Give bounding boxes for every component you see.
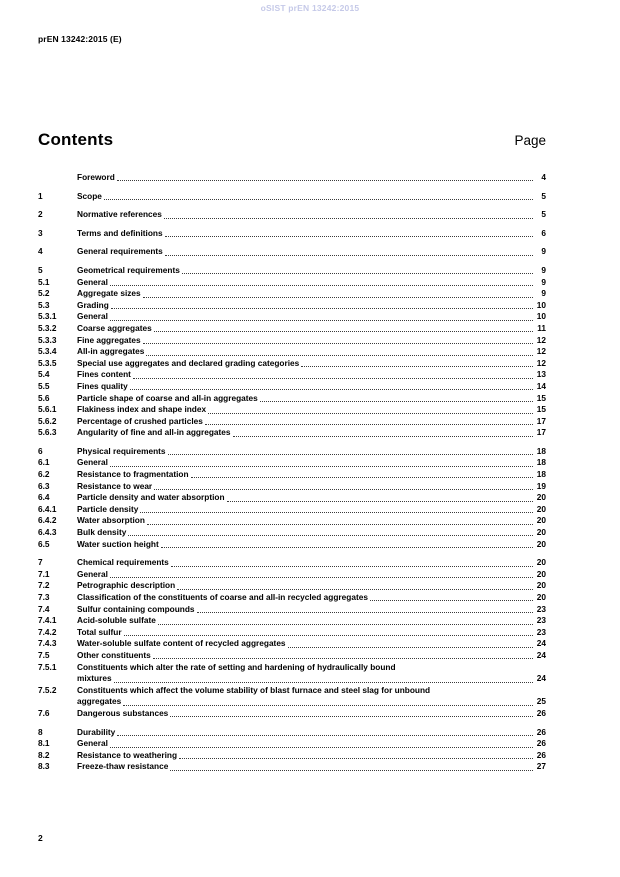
toc-entry-title: Fine aggregates	[77, 334, 141, 345]
toc-dot-leader	[110, 285, 533, 286]
toc-entry-title: Scope	[77, 190, 102, 201]
toc-entry-body	[77, 335, 546, 347]
toc-dot-leader	[301, 366, 533, 367]
toc-entry-body	[77, 627, 546, 639]
toc-entry-title: General	[77, 276, 108, 287]
toc-entry-body	[77, 761, 546, 773]
toc-dot-leader	[143, 343, 533, 344]
toc-entry-body	[77, 358, 546, 370]
toc-entry-page-number: 9	[541, 264, 546, 275]
toc-entry-body	[77, 750, 546, 762]
toc-dot-leader	[140, 512, 533, 513]
toc-entry-page-number: 14	[536, 380, 546, 391]
toc-entry-number: 1	[38, 190, 43, 201]
toc-dot-leader	[370, 600, 533, 601]
toc-entry-title: Sulfur containing compounds	[77, 603, 195, 614]
toc-entry-body	[77, 288, 546, 300]
toc-entry-body	[77, 557, 546, 569]
toc-entry[interactable]	[38, 404, 546, 416]
toc-dot-leader	[158, 624, 533, 625]
toc-entry-page-number: 20	[536, 538, 546, 549]
toc-entry[interactable]	[38, 416, 546, 428]
toc-dot-leader	[170, 716, 533, 717]
toc-entry-title: Other constituents	[77, 649, 151, 660]
toc-entry-number: 7.4.1	[38, 615, 57, 626]
toc-dot-leader	[164, 218, 533, 219]
toc-entry[interactable]	[38, 727, 546, 739]
toc-dot-leader	[146, 355, 533, 356]
toc-entry-page-number: 23	[536, 603, 546, 614]
toc-entry[interactable]	[38, 504, 546, 516]
toc-entry-body	[77, 615, 546, 627]
toc-entry-title: Resistance to wear	[77, 480, 153, 491]
toc-entry-page-number: 18	[536, 445, 546, 456]
toc-dot-leader	[104, 199, 533, 200]
toc-entry-number: 7.5	[38, 649, 50, 660]
toc-dot-leader	[165, 255, 533, 256]
toc-entry[interactable]	[38, 446, 546, 458]
toc-entry-title: Terms and definitions	[77, 227, 163, 238]
toc-entry-title: Foreword	[77, 172, 115, 182]
toc-entry-body	[77, 404, 546, 416]
toc-dot-leader	[111, 308, 533, 309]
toc-entry-number: 3	[38, 227, 43, 238]
toc-entry[interactable]	[38, 738, 546, 750]
toc-entry[interactable]	[38, 527, 546, 539]
toc-entry-page-number: 20	[536, 503, 546, 514]
toc-entry-title: Water absorption	[77, 515, 145, 526]
toc-entry-page-number: 24	[536, 673, 546, 684]
toc-entry-body	[77, 457, 546, 469]
toc-entry-body	[77, 515, 546, 527]
toc-entry-page-number: 20	[536, 592, 546, 602]
toc-entry-page-number: 26	[536, 738, 546, 749]
toc-entry-title: Freeze-thaw resistance	[77, 761, 169, 772]
toc-entry[interactable]	[38, 209, 546, 221]
toc-entry-body	[77, 481, 546, 493]
toc-entry-number: 2	[38, 209, 43, 220]
toc-entry-number: 6.5	[38, 538, 50, 549]
toc-entry-title: Special use aggregates and declared grading categories	[77, 357, 300, 368]
toc-entry[interactable]	[38, 228, 546, 240]
toc-entry-number: 5.3	[38, 299, 50, 310]
toc-dot-leader	[117, 735, 533, 736]
toc-dot-leader	[110, 747, 533, 748]
toc-dot-leader	[133, 378, 533, 379]
toc-entry-body	[77, 416, 546, 428]
toc-entry-body	[77, 539, 546, 551]
toc-entry-body	[77, 393, 546, 405]
toc-entry-body	[77, 300, 546, 312]
toc-entry-title: Water-soluble sulfate content of recycled aggregates	[77, 638, 286, 649]
toc-entry[interactable]	[38, 708, 546, 720]
toc-entry-title: Chemical requirements	[77, 557, 169, 568]
toc-dot-leader	[130, 389, 533, 390]
toc-entry-page-number: 12	[536, 334, 546, 345]
toc-entry-number: 7.4.2	[38, 626, 57, 637]
toc-entry-title: Angularity of fine and all-in aggregates	[77, 427, 231, 438]
toc-entry-body	[77, 592, 546, 604]
toc-entry-body	[77, 569, 546, 581]
toc-entry-title: Particle density and water absorption	[77, 492, 225, 503]
toc-entry-number: 5.3.2	[38, 322, 57, 333]
toc-dot-leader	[153, 658, 533, 659]
toc-entry-page-number: 20	[536, 492, 546, 503]
toc-entry-page-number: 9	[541, 288, 546, 299]
toc-dot-leader	[205, 424, 533, 425]
toc-entry-title-continued: mixtures	[77, 673, 112, 684]
toc-entry-number: 5.6.2	[38, 415, 57, 426]
toc-entry-title: Resistance to weathering	[77, 749, 178, 760]
toc-dot-leader	[114, 682, 533, 683]
toc-entry[interactable]	[38, 580, 546, 592]
toc-entry-page-number: 20	[536, 527, 546, 538]
toc-entry-body	[77, 369, 546, 381]
toc-dot-leader	[197, 612, 533, 613]
toc-dot-leader	[182, 273, 533, 274]
toc-entry-title: Total sulfur	[77, 626, 122, 637]
toc-entry[interactable]	[38, 369, 546, 381]
toc-entry-title: General	[77, 738, 108, 749]
toc-entry-page-number: 9	[541, 276, 546, 287]
toc-entry-number: 7.5.1	[38, 661, 57, 672]
toc-dot-leader	[154, 331, 533, 332]
toc-entry-page-number: 20	[536, 515, 546, 526]
contents-heading-row	[38, 130, 546, 150]
toc-entry-number: 6.2	[38, 469, 50, 480]
toc-entry-number: 6.4.1	[38, 503, 57, 514]
toc-entry-body	[77, 277, 546, 289]
toc-entry-body	[77, 604, 546, 616]
toc-entry-number: 7.5.2	[38, 684, 57, 695]
toc-entry[interactable]	[38, 662, 546, 685]
toc-entry-number: 7	[38, 557, 43, 568]
document-reference-header: prEN 13242:2015 (E)	[38, 34, 122, 44]
toc-entry-title: Flakiness index and shape index	[77, 404, 207, 415]
toc-entry[interactable]	[38, 469, 546, 481]
toc-entry[interactable]	[38, 492, 546, 504]
toc-entry[interactable]	[38, 346, 546, 358]
toc-dot-leader	[233, 436, 533, 437]
toc-entry[interactable]	[38, 381, 546, 393]
toc-entry-body	[77, 381, 546, 393]
toc-entry-body	[77, 708, 546, 720]
toc-entry-title: Durability	[77, 726, 116, 737]
toc-entry-body	[77, 172, 546, 184]
toc-entry-number: 5.5	[38, 380, 50, 391]
toc-entry-body	[77, 346, 546, 358]
toc-entry-number: 5	[38, 264, 43, 275]
toc-entry-body	[77, 469, 546, 481]
toc-entry[interactable]	[38, 191, 546, 203]
toc-entry-body	[77, 492, 546, 504]
toc-entry[interactable]	[38, 650, 546, 662]
toc-entry-title: Water suction height	[77, 538, 159, 549]
toc-entry-title-continued: aggregates	[77, 696, 122, 707]
toc-entry[interactable]	[38, 604, 546, 616]
toc-entry-title: Normative references	[77, 209, 162, 220]
toc-entry-number: 7.4.3	[38, 638, 57, 649]
toc-entry-page-number: 11	[537, 322, 546, 333]
toc-entry[interactable]	[38, 539, 546, 551]
toc-entry-title: Grading	[77, 299, 109, 310]
toc-entry-title: Dangerous substances	[77, 707, 169, 718]
toc-entry[interactable]	[38, 638, 546, 650]
toc-entry-page-number: 18	[536, 469, 546, 480]
toc-entry[interactable]	[38, 277, 546, 289]
toc-entry-title: Aggregate sizes	[77, 288, 141, 299]
toc-entry-page-number: 12	[536, 357, 546, 368]
toc-entry-body	[77, 209, 546, 221]
toc-entry-title: Petrographic description	[77, 580, 176, 591]
toc-entry-page-number: 18	[536, 457, 546, 468]
toc-entry-body	[77, 311, 546, 323]
toc-entry-title: Resistance to fragmentation	[77, 469, 189, 480]
toc-dot-leader	[161, 547, 533, 548]
toc-entry-number: 6.4.2	[38, 515, 57, 526]
toc-entry[interactable]	[38, 557, 546, 569]
toc-entry-body	[77, 638, 546, 650]
toc-entry-page-number: 9	[541, 246, 546, 257]
toc-dot-leader	[128, 535, 533, 536]
toc-entry-number: 5.6	[38, 392, 50, 403]
toc-entry-title: Coarse aggregates	[77, 322, 152, 333]
toc-entry-body	[77, 662, 546, 685]
toc-entry-page-number: 20	[536, 580, 546, 591]
toc-dot-leader	[171, 566, 533, 567]
toc-entry-title: Physical requirements	[77, 445, 166, 456]
toc-entry-page-number: 10	[536, 311, 546, 322]
toc-entry-title: General	[77, 311, 108, 322]
toc-entry[interactable]	[38, 335, 546, 347]
toc-entry-title: Acid-soluble sulfate	[77, 615, 156, 626]
toc-entry[interactable]	[38, 358, 546, 370]
toc-entry-body	[77, 191, 546, 203]
toc-entry-page-number: 27	[536, 761, 546, 772]
toc-entry-page-number: 20	[536, 568, 546, 579]
toc-dot-leader	[191, 477, 533, 478]
toc-dot-leader	[179, 758, 533, 759]
toc-entry-number: 5.4	[38, 369, 50, 380]
toc-entry[interactable]	[38, 172, 546, 184]
toc-dot-leader	[110, 320, 533, 321]
toc-dot-leader	[110, 577, 533, 578]
toc-entry-body	[77, 246, 546, 258]
toc-entry-body	[77, 265, 546, 277]
toc-entry-number: 4	[38, 246, 43, 257]
toc-entry-page-number: 24	[536, 638, 546, 649]
toc-entry-body	[77, 727, 546, 739]
toc-entry-number: 8	[38, 726, 43, 737]
toc-entry-number: 8.3	[38, 761, 50, 772]
toc-entry[interactable]	[38, 627, 546, 639]
toc-dot-leader	[177, 589, 533, 590]
toc-entry-title: General	[77, 568, 108, 579]
toc-entry-page-number: 6	[541, 227, 546, 238]
toc-entry[interactable]	[38, 457, 546, 469]
toc-entry-page-number: 19	[536, 480, 546, 491]
toc-dot-leader	[208, 413, 533, 414]
toc-entry-body	[77, 228, 546, 240]
toc-entry[interactable]	[38, 246, 546, 258]
toc-entry[interactable]	[38, 393, 546, 405]
toc-entry-body	[77, 427, 546, 439]
toc-entry-page-number: 26	[536, 707, 546, 718]
toc-entry-page-number: 15	[536, 392, 546, 403]
toc-entry-title: General requirements	[77, 246, 163, 257]
toc-entry-title: Fines content	[77, 369, 131, 380]
table-of-contents	[38, 172, 546, 773]
toc-entry-title: General	[77, 457, 108, 468]
toc-entry-page-number: 10	[536, 299, 546, 310]
toc-dot-leader	[143, 297, 533, 298]
toc-entry-title: Geometrical requirements	[77, 264, 180, 275]
toc-entry-page-number: 12	[536, 346, 546, 357]
page-title: Contents	[38, 130, 114, 149]
toc-entry[interactable]	[38, 761, 546, 773]
toc-dot-leader	[260, 401, 533, 402]
toc-entry-page-number: 23	[536, 615, 546, 626]
toc-entry-page-number: 26	[536, 726, 546, 737]
toc-entry-page-number: 24	[536, 649, 546, 660]
toc-entry-page-number: 5	[541, 190, 546, 201]
toc-entry-number: 6.4.3	[38, 527, 57, 538]
toc-entry[interactable]	[38, 265, 546, 277]
toc-entry-number: 8.2	[38, 749, 50, 760]
toc-entry-number: 5.3.1	[38, 311, 57, 322]
toc-dot-leader	[288, 647, 533, 648]
toc-entry-title: All-in aggregates	[77, 346, 145, 357]
toc-entry-title: Classification of the constituents of coarse and all-in recycled aggregates	[77, 592, 368, 602]
toc-entry[interactable]	[38, 592, 546, 604]
toc-entry-body	[77, 685, 546, 708]
toc-entry-title: Constituents which affect the volume stability of blast furnace and steel slag for unbound	[77, 684, 431, 695]
footer-page-number: 2	[38, 833, 43, 843]
toc-entry[interactable]	[38, 311, 546, 323]
toc-entry[interactable]	[38, 569, 546, 581]
toc-dot-leader	[124, 635, 533, 636]
toc-entry[interactable]	[38, 615, 546, 627]
toc-entry-number: 6.1	[38, 457, 50, 468]
watermark-text: oSIST prEN 13242:2015	[260, 3, 360, 13]
toc-entry[interactable]	[38, 323, 546, 335]
toc-entry[interactable]	[38, 300, 546, 312]
toc-entry-page-number: 26	[536, 749, 546, 760]
toc-entry-page-number: 17	[536, 415, 546, 426]
toc-entry-body	[77, 738, 546, 750]
toc-dot-leader	[168, 454, 533, 455]
toc-entry-title: Particle shape of coarse and all-in aggregates	[77, 392, 258, 403]
toc-entry-body	[77, 580, 546, 592]
toc-entry[interactable]	[38, 427, 546, 439]
toc-entry-body	[77, 527, 546, 539]
toc-entry-title: Constituents which alter the rate of setting and hardening of hydraulically bound	[77, 661, 396, 672]
toc-entry[interactable]	[38, 515, 546, 527]
toc-entry-title: Bulk density	[77, 527, 127, 538]
toc-dot-leader	[147, 524, 533, 525]
toc-entry-number: 6.3	[38, 480, 50, 491]
toc-entry-title: Fines quality	[77, 380, 128, 391]
toc-entry-body	[77, 650, 546, 662]
toc-dot-leader	[227, 501, 533, 502]
toc-dot-leader	[117, 180, 533, 181]
page-column-header: Page	[514, 133, 546, 148]
toc-entry-page-number: 25	[536, 696, 546, 707]
toc-entry-number: 5.3.5	[38, 357, 57, 368]
toc-entry-body	[77, 323, 546, 335]
toc-entry-number: 5.2	[38, 288, 50, 299]
toc-entry-page-number: 15	[536, 404, 546, 415]
toc-entry-title: Particle density	[77, 503, 139, 514]
toc-entry[interactable]	[38, 685, 546, 708]
toc-dot-leader	[154, 489, 533, 490]
toc-entry-title: Percentage of crushed particles	[77, 415, 203, 426]
toc-entry-number: 5.6.3	[38, 427, 57, 438]
toc-dot-leader	[170, 770, 533, 771]
toc-entry-number: 5.3.4	[38, 346, 57, 357]
toc-entry-page-number: 17	[536, 427, 546, 438]
toc-entry-number: 8.1	[38, 738, 50, 749]
toc-entry[interactable]	[38, 750, 546, 762]
toc-entry-number: 6	[38, 445, 43, 456]
toc-entry-number: 7.1	[38, 568, 50, 579]
toc-entry-number: 7.3	[38, 592, 50, 602]
toc-entry[interactable]	[38, 481, 546, 493]
toc-entry-page-number: 5	[541, 209, 546, 220]
toc-entry-number: 7.6	[38, 707, 50, 718]
toc-entry-number: 5.1	[38, 276, 50, 287]
toc-dot-leader	[165, 236, 533, 237]
toc-entry-page-number: 13	[536, 369, 546, 380]
toc-entry-number: 5.6.1	[38, 404, 57, 415]
toc-entry-page-number: 4	[541, 172, 546, 182]
toc-entry-number: 7.2	[38, 580, 50, 591]
toc-entry-number: 5.3.3	[38, 334, 57, 345]
toc-entry-page-number: 23	[536, 626, 546, 637]
toc-entry-body	[77, 504, 546, 516]
toc-dot-leader	[110, 466, 533, 467]
toc-dot-leader	[123, 705, 533, 706]
toc-entry-page-number: 20	[536, 557, 546, 568]
toc-entry-number: 6.4	[38, 492, 50, 503]
toc-entry[interactable]	[38, 288, 546, 300]
toc-entry-body	[77, 446, 546, 458]
toc-entry-number: 7.4	[38, 603, 50, 614]
